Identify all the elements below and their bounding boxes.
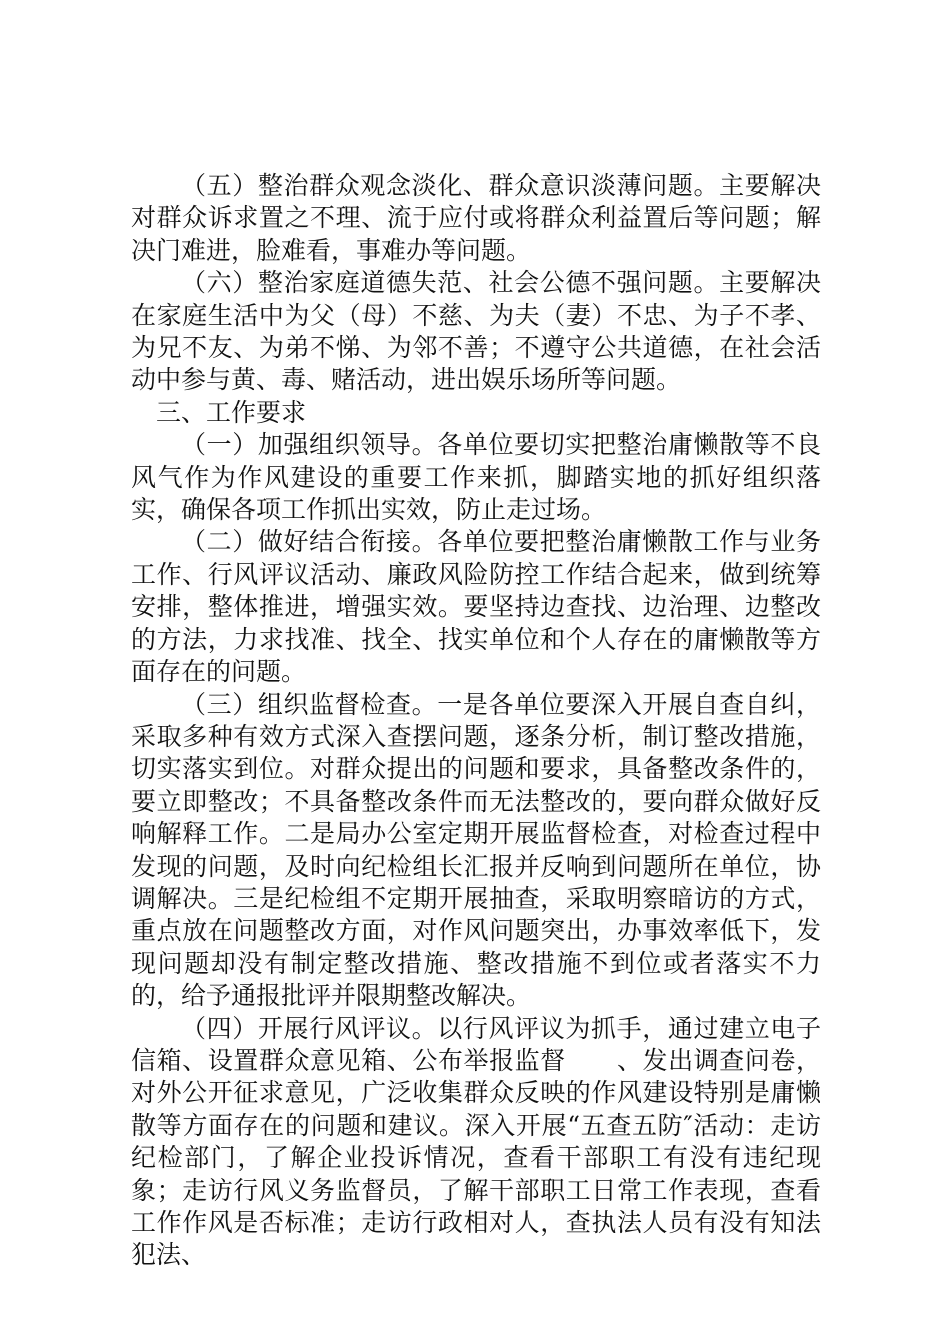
section-heading-work-requirements: 三、工作要求 <box>156 397 307 427</box>
paragraph-requirement-2: （二）做好结合衔接。各单位要把整治庸懒散工作与业务工作、行风评议活动、廉政风险防控工作结合起来，做到统筹安排，整体推进，增强实效。要坚持边查找、边治理、边整改的方法，力求找准、找全、找实单位和个人存在的庸懒散等方面存在的问题。 <box>131 527 821 687</box>
document-body <box>131 170 821 1272</box>
paragraph-requirement-4: （四）开展行风评议。以行风评议为抓手，通过建立电子信箱、设置群众意见箱、公布举报监督 、发出调查问卷，对外公开征求意见，广泛收集群众反映的作风建设特别是庸懒散等方面存在的问题和建议。深入开展“五查五防″活动：走访纪检部门，了解企业投诉情况，查看干部职工有没有违纪现象；走访行风义务监督员，了解干部职工日常工作表现，查看工作作风是否标准；走访行政相对人，查执法人员有没有知法犯法、 <box>131 1013 821 1270</box>
paragraph-requirement-3: （三）组织监督检查。一是各单位要深入开展自查自纠，采取多种有效方式深入查摆问题，逐条分析，制订整改措施，切实落实到位。对群众提出的问题和要求，具备整改条件的，要立即整改；不具备整改条件而无法整改的，要向群众做好反响解释工作。二是局办公室定期开展监督检查，对检查过程中发现的问题，及时向纪检组长汇报并反响到问题所在单位，协调解决。三是纪检组不定期开展抽查，采取明察暗访的方式，重点放在问题整改方面，对作风问题突出，办事效率低下，发现问题却没有制定整改措施、整改措施不到位或者落实不力的，给予通报批评并限期整改解决。 <box>131 689 821 1011</box>
paragraph-item-5: （五）整治群众观念淡化、群众意识淡薄问题。主要解决对群众诉求置之不理、流于应付或将群众利益置后等问题；解决门难进，脸难看，事难办等问题。 <box>131 171 821 265</box>
paragraph-item-6: （六）整治家庭道德失范、社会公德不强问题。主要解决在家庭生活中为父（母）不慈、为夫（妻）不忠、为子不孝、为兄不友、为弟不悌、为邻不善；不遵守公共道德，在社会活动中参与黄、毒、赌活动，进出娱乐场所等问题。 <box>131 268 821 395</box>
paragraph-requirement-1: （一）加强组织领导。各单位要切实把整治庸懒散等不良风气作为作风建设的重要工作来抓，脚踏实地的抓好组织落实，确保各项工作抓出实效，防止走过场。 <box>131 430 821 525</box>
